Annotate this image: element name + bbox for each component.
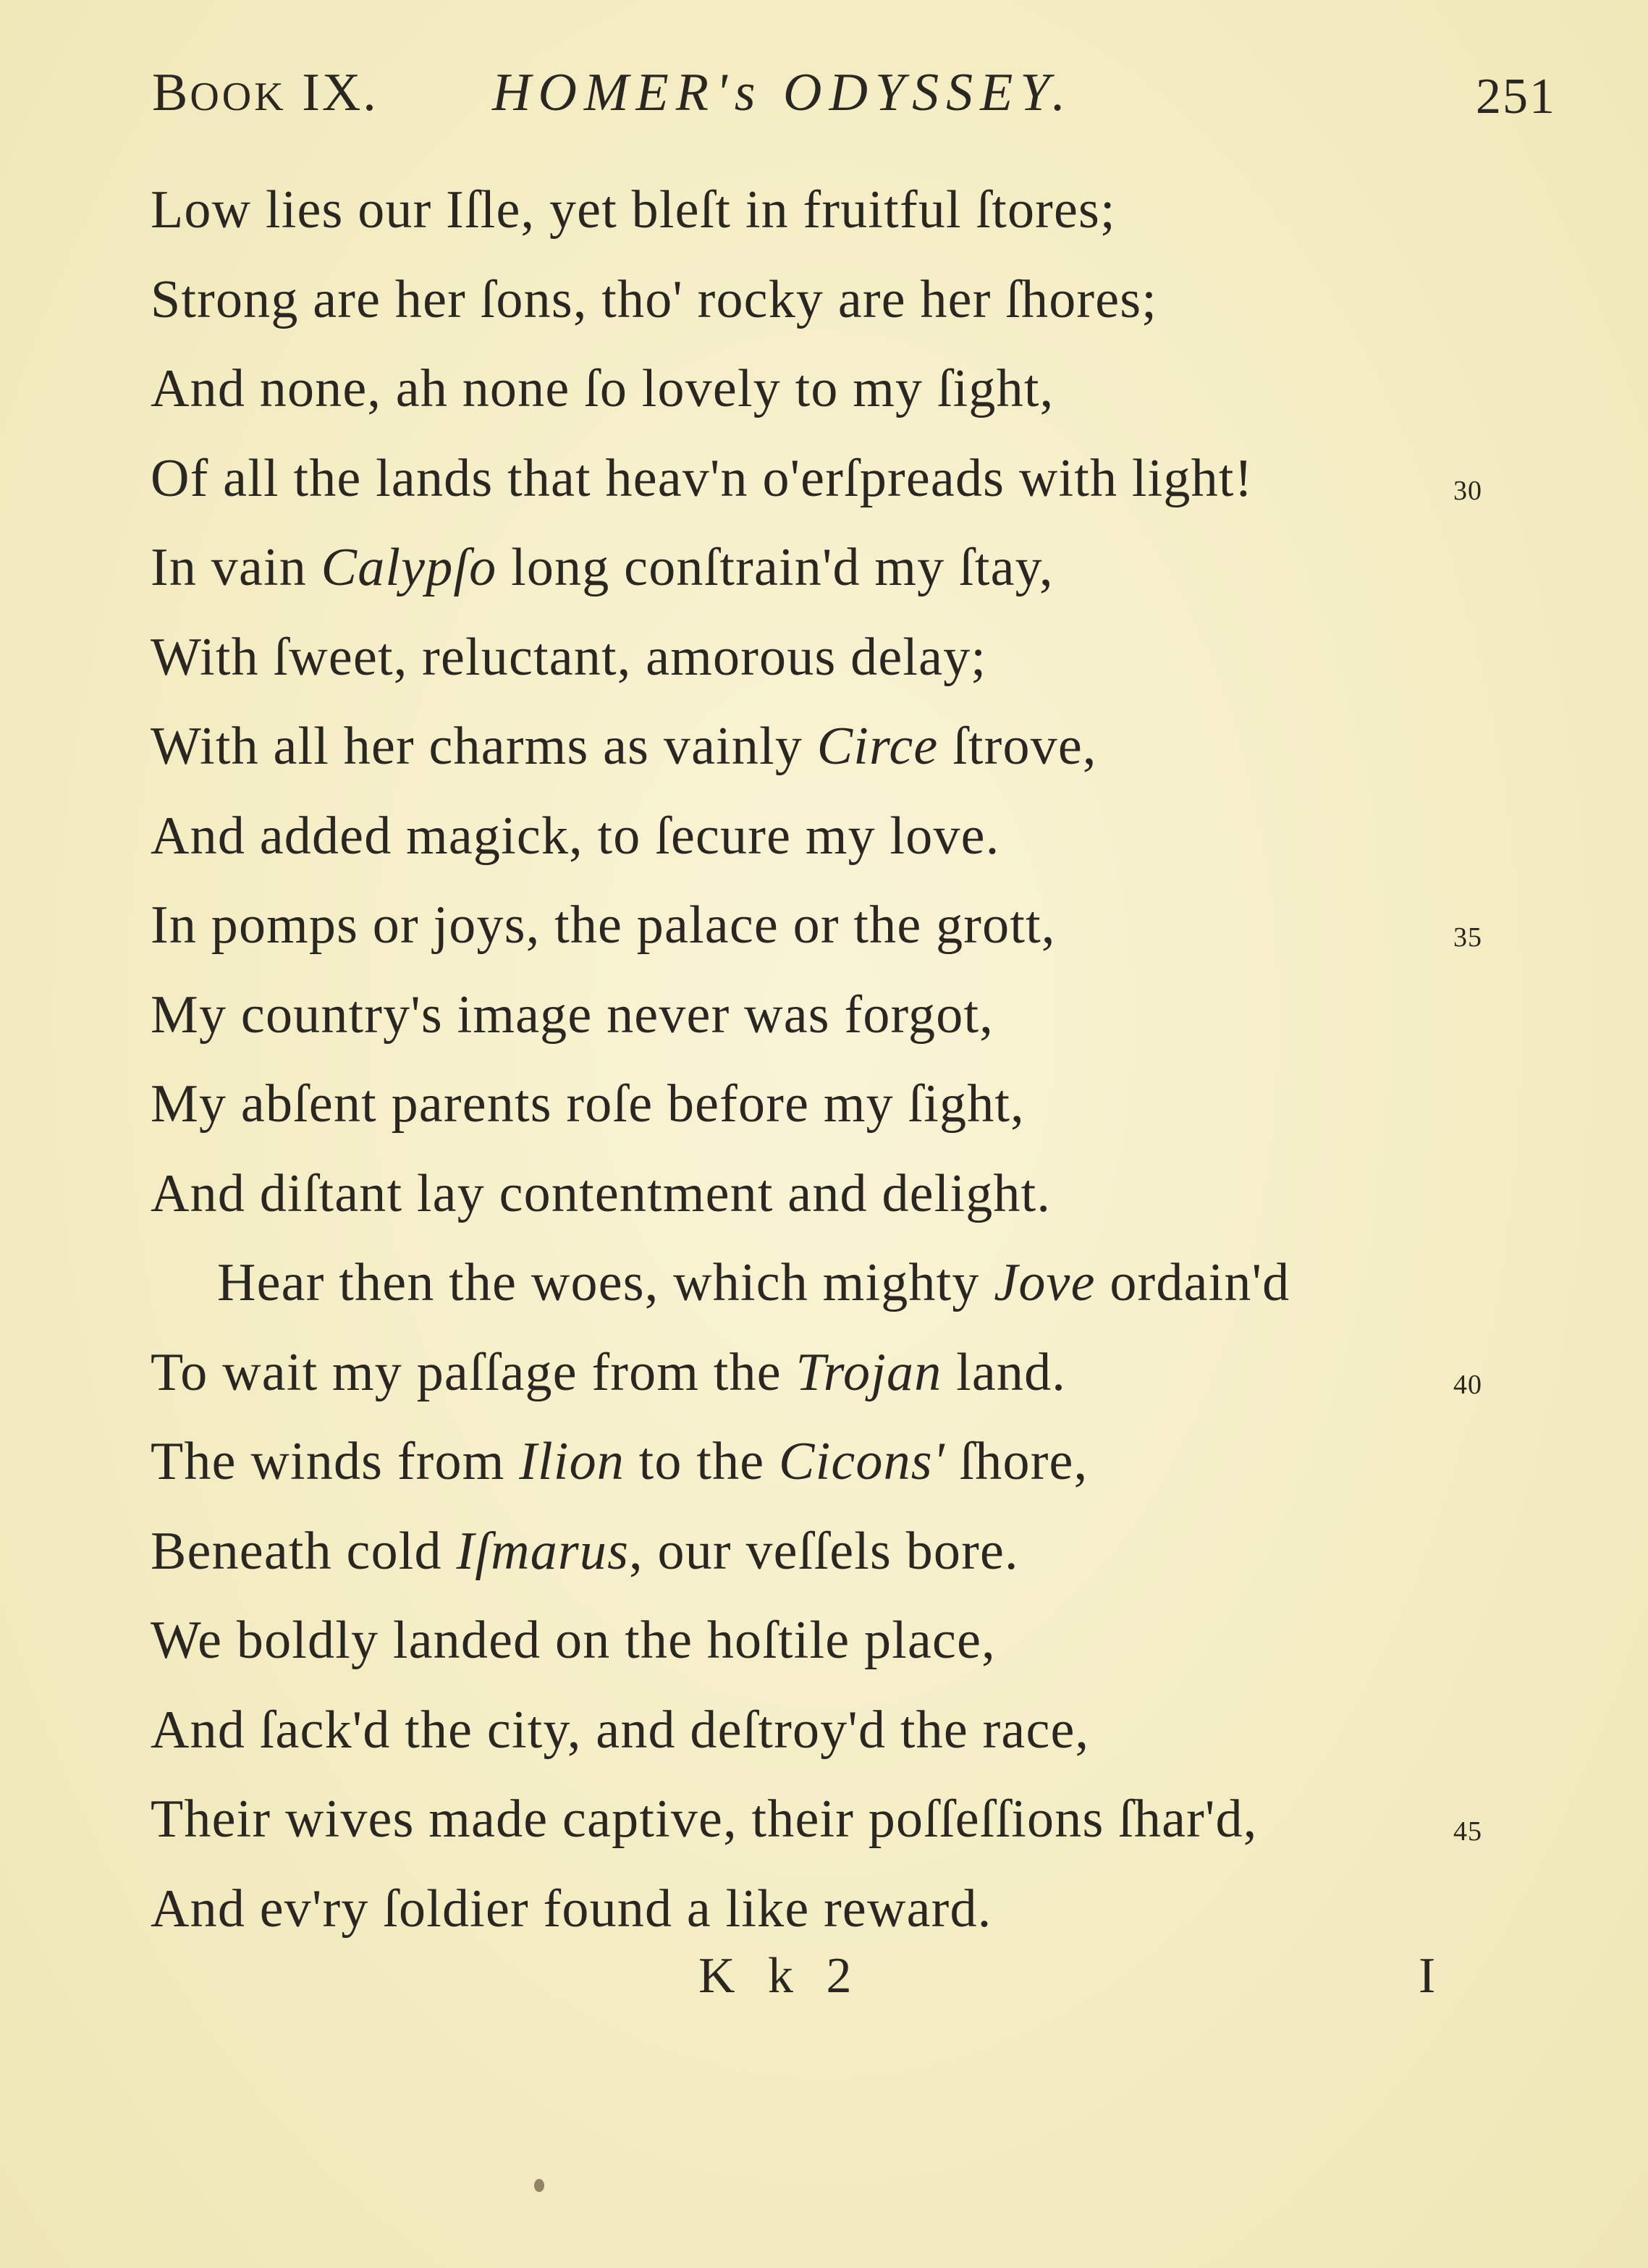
verse-line xyxy=(151,1158,1453,1247)
verse-line xyxy=(151,1247,1453,1336)
proper-name: Cicons' xyxy=(779,1432,945,1491)
line-number: 35 xyxy=(1453,922,1482,953)
proper-name: Iſmarus xyxy=(456,1521,630,1581)
page-number: 251 xyxy=(1476,69,1556,125)
verse-line xyxy=(151,979,1453,1068)
page-footer xyxy=(0,1947,1648,2027)
verse-text: Of all the lands that heav'n o'erſpreads with light! xyxy=(151,448,1254,508)
verse-text: With ſweet, reluctant, amorous delay; xyxy=(151,627,987,687)
verse-line xyxy=(151,1336,1482,1426)
verse-text: Hear then the woes, which mighty xyxy=(217,1253,994,1312)
verse-text: Beneath cold xyxy=(151,1521,457,1581)
verse-text: In vain xyxy=(151,538,321,597)
verse-text: And diſtant lay contentment and delight. xyxy=(151,1163,1052,1223)
verse-line xyxy=(151,1694,1453,1784)
book-label: BOOK IX. xyxy=(152,63,379,122)
verse-line xyxy=(151,1604,1453,1694)
verse-text: My abſent parents roſe before my ſight, xyxy=(151,1074,1025,1134)
verse-line xyxy=(151,1425,1453,1515)
verse-text: With all her charms as vainly xyxy=(151,717,817,776)
catchword: I xyxy=(1419,1948,1436,2004)
verse-line xyxy=(151,264,1453,353)
verse-line xyxy=(151,442,1482,532)
verse-text: And ſack'd the city, and deſtroy'd the race, xyxy=(151,1700,1090,1760)
verse-text: ordain'd xyxy=(1095,1253,1290,1312)
verse-line xyxy=(151,1783,1482,1873)
verse-line xyxy=(151,889,1482,979)
proper-name: Circe xyxy=(816,717,939,776)
verse-line xyxy=(151,621,1453,711)
verse-text: land. xyxy=(942,1342,1067,1402)
verse-text: The winds from xyxy=(151,1432,520,1491)
verse-line xyxy=(151,1068,1453,1158)
verse-text: , our veſſels bore. xyxy=(629,1521,1019,1581)
verse-text: to the xyxy=(624,1432,779,1491)
proper-name: Trojan xyxy=(795,1342,942,1402)
line-number: 40 xyxy=(1453,1369,1482,1400)
verse-text: And none, ah none ſo lovely to my ſight, xyxy=(151,359,1055,418)
verse-text: And added magick, to ſecure my love. xyxy=(151,806,1000,866)
running-header xyxy=(152,56,1556,136)
verse-text: ſtrove, xyxy=(938,717,1097,776)
proper-name: Jove xyxy=(994,1253,1096,1312)
running-title: HOMER's ODYSSEY. xyxy=(492,63,1073,122)
verse-block xyxy=(151,174,1482,1962)
verse-text: Strong are her ſons, tho' rocky are her ſhores; xyxy=(151,269,1158,329)
line-number: 45 xyxy=(1453,1816,1482,1847)
verse-text: long conſtrain'd my ſtay, xyxy=(496,538,1054,597)
verse-text: My country's image never was forgot, xyxy=(151,985,994,1045)
verse-text: In pomps or joys, the palace or the grott, xyxy=(151,895,1056,955)
proper-name: Calypſo xyxy=(321,538,497,597)
verse-text: We boldly landed on the hoſtile place, xyxy=(151,1611,996,1670)
verse-line xyxy=(151,174,1453,264)
verse-line xyxy=(151,710,1453,800)
line-number: 30 xyxy=(1453,475,1482,506)
verse-line xyxy=(151,800,1453,890)
verse-line xyxy=(151,353,1453,442)
proper-name: Ilion xyxy=(519,1432,625,1491)
verse-line xyxy=(151,531,1453,621)
verse-text: To wait my paſſage from the xyxy=(151,1342,796,1402)
verse-line xyxy=(151,1515,1453,1605)
signature-mark: K k 2 xyxy=(698,1948,862,2004)
paper-blemish xyxy=(534,2179,544,2192)
verse-text: ſhore, xyxy=(945,1432,1089,1491)
verse-text: Low lies our Iſle, yet bleſt in fruitful ſtores; xyxy=(151,180,1116,240)
verse-text: Their wives made captive, their poſſeſſions ſhar'd, xyxy=(151,1789,1258,1849)
verse-text: And ev'ry ſoldier found a like reward. xyxy=(151,1879,992,1939)
